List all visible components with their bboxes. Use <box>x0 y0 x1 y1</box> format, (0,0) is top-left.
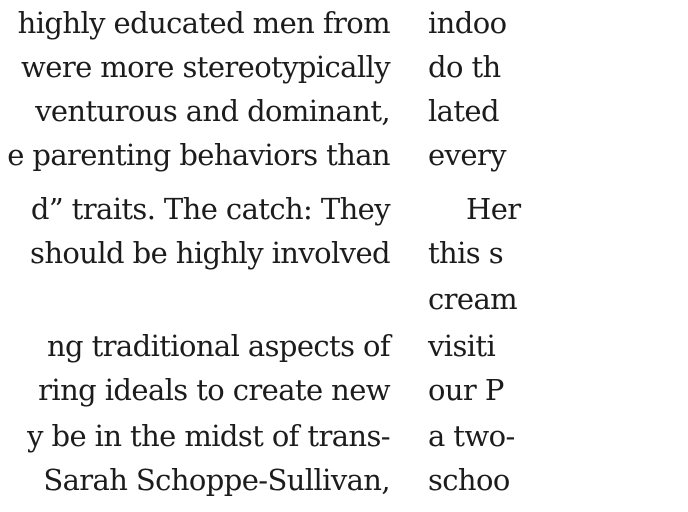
text-line: this s <box>428 236 503 270</box>
text-line: do th <box>428 50 501 84</box>
text-line: e parenting behaviors than <box>7 138 390 172</box>
text-line: should be highly involved <box>30 236 390 270</box>
text-line: visiti <box>428 329 496 363</box>
text-line: Sarah Schoppe-Sullivan, <box>43 463 390 497</box>
text-line: lated <box>428 94 499 128</box>
text-line: ng traditional aspects of <box>46 329 390 363</box>
text-line: indoo <box>428 6 507 40</box>
text-line: y be in the midst of trans- <box>27 419 390 453</box>
text-line: d” traits. The catch: They <box>30 192 390 226</box>
text-line: highly educated men from <box>17 6 390 40</box>
text-line: every <box>428 138 506 172</box>
text-line: cream <box>428 282 518 316</box>
text-line: ring ideals to create new <box>38 373 390 407</box>
text-line: were more stereotypically <box>21 50 390 84</box>
text-line: our P <box>428 373 504 407</box>
text-line: venturous and dominant, <box>35 94 390 128</box>
text-line: schoo <box>428 463 510 497</box>
text-line: Her <box>466 192 521 226</box>
text-line: a two- <box>428 419 515 453</box>
